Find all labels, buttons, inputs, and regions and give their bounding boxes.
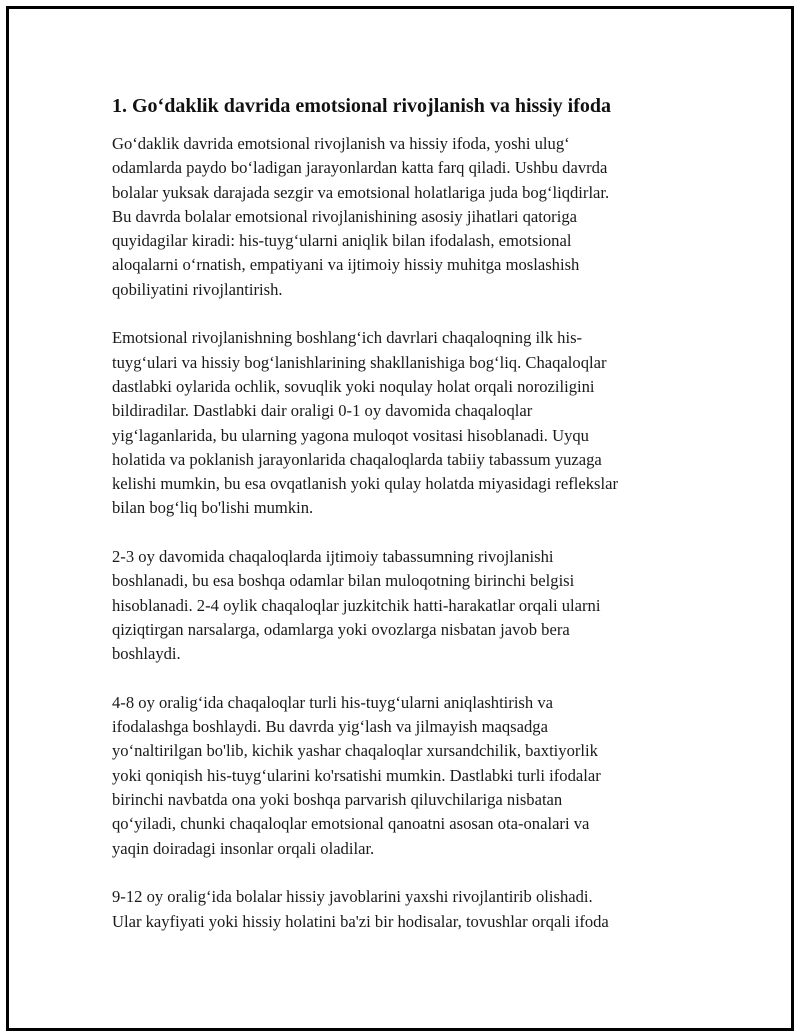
text-line: bilan bog‘liq bo'lishi mumkin. [112,498,314,518]
text-line: yaqin doiradagi insonlar orqali oladilar. [112,838,375,858]
text-line: 2-3 oy davomida chaqaloqlarda ijtimoiy tabassumning rivojlanishi [112,547,554,567]
text-line: tuyg‘ulari va hissiy bog‘lanishlarining shakllanishiga bog‘liq. Chaqaloqlar [112,352,607,372]
text-line: yo‘naltirilgan bo'lib, kichik yashar chaqaloqlar xursandchilik, baxtiyorlik [112,741,598,761]
text-line: 4-8 oy oralig‘ida chaqaloqlar turli his-tuyg‘ularni aniqlashtirish va [112,692,553,712]
text-line: aloqalarni o‘rnatish, empatiyani va ijtimoiy hissiy muhitga moslashish [112,255,580,275]
text-line: bildiradilar. Dastlabki dair oraligi 0-1 oy davomida chaqaloqlar [112,401,533,421]
paragraph-9-12-months [112,885,682,934]
text-line: ifodalashga boshlaydi. Bu davrda yig‘lash va jilmayish maqsadga [112,717,548,737]
text-line: birinchi navbatda ona yoki boshqa parvarish qiluvchilariga nisbatan [112,790,563,810]
paragraph-intro [112,132,682,302]
text-line: kelishi mumkin, bu esa ovqatlanish yoki qulay holatda miyasidagi reflekslar [112,474,619,494]
text-line: boshlaydi. [112,644,181,664]
paragraph-newborn [112,326,682,520]
text-line: hisoblanadi. 2-4 oylik chaqaloqlar juzkitchik hatti-harakatlar orqali ularni [112,595,601,615]
text-line: dastlabki oylarida ochlik, sovuqlik yoki noqulay holat orqali noroziligini [112,376,595,396]
text-line: qiziqtirgan narsalarga, odamlarga yoki ovozlarga nisbatan javob bera [112,619,570,639]
text-line: qo‘yiladi, chunki chaqaloqlar emotsional qanoatni asosan ota-onalari va [112,814,590,834]
section-heading: 1. Go‘daklik davrida emotsional rivojlanish va hissiy ifoda [112,95,611,117]
text-line: Emotsional rivojlanishning boshlang‘ich davrlari chaqaloqning ilk his- [112,328,583,348]
paragraph-2-4-months [112,545,682,666]
text-line: odamlarda paydo bo‘ladigan jarayonlardan katta farq qiladi. Ushbu davrda [112,158,608,178]
text-line: yig‘laganlarida, bu ularning yagona muloqot vositasi hisoblanadi. Uyqu [112,425,589,445]
document-body [112,92,682,958]
text-line: qobiliyatini rivojlantirish. [112,279,283,299]
text-line: bolalar yuksak darajada sezgir va emotsional holatlariga juda bog‘liqdirlar. [112,182,610,202]
text-line: 9-12 oy oralig‘ida bolalar hissiy javoblarini yaxshi rivojlantirib olishadi. [112,887,593,907]
text-line: Go‘daklik davrida emotsional rivojlanish va hissiy ifoda, yoshi ulug‘ [112,134,570,153]
text-line: boshlanadi, bu esa boshqa odamlar bilan muloqotning birinchi belgisi [112,571,575,591]
text-line: holatida va poklanish jarayonlarida chaqaloqlarda tabiiy tabassum yuzaga [112,449,602,469]
text-line: quyidagilar kiradi: his-tuyg‘ularni aniqlik bilan ifodalash, emotsional [112,231,572,251]
text-line: Bu davrda bolalar emotsional rivojlanishining asosiy jihatlari qatoriga [112,206,577,226]
text-line: Ular kayfiyati yoki hissiy holatini ba'zi bir hodisalar, tovushlar orqali ifoda [112,911,609,931]
text-line: yoki qoniqish his-tuyg‘ularini ko'rsatishi mumkin. Dastlabki turli ifodalar [112,765,601,785]
paragraph-4-8-months [112,691,682,861]
